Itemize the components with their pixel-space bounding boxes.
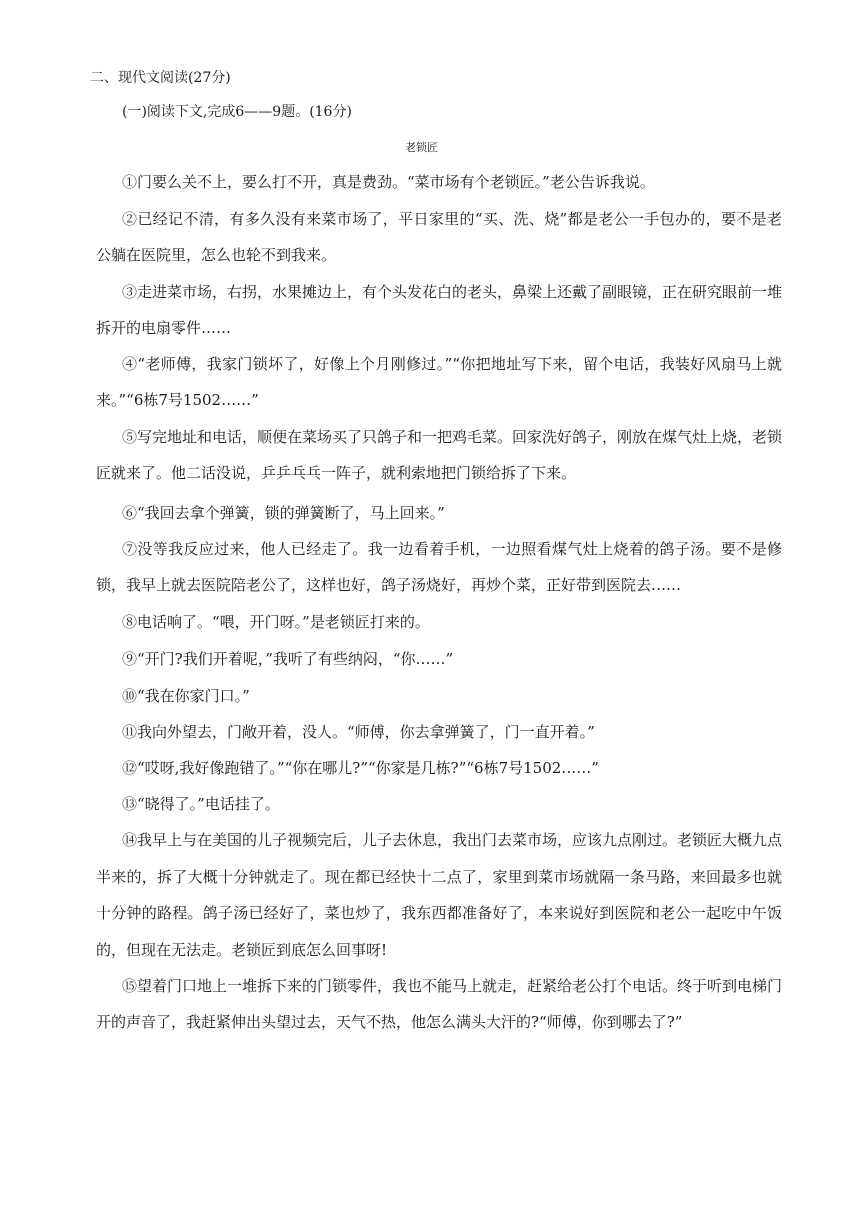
- paragraph-13: ⑬“晓得了。”电话挂了。: [122, 795, 280, 813]
- paragraph-9: ⑨“开门?我们开着呢，”我听了有些纳闷，“你……”: [122, 650, 454, 668]
- paragraph-1: ①门要么关不上，要么打不开，真是费劲。“菜市场有个老锁匠。”老公告诉我说。: [122, 173, 655, 191]
- paragraph-6: ⑥“我回去拿个弹簧，锁的弹簧断了，马上回来。”: [122, 504, 445, 522]
- paragraph-7: ⑦没等我反应过来，他人已经走了。我一边看着手机，一边照看煤气灶上烧着的鸽子汤。要不是修锁，我早上就去医院陪老公了，这样也好，鸽子汤烧好，再炒个菜，正好带到医院去……: [96, 540, 782, 594]
- paragraph-2: ②已经记不清，有多久没有来菜市场了，平日家里的“买、洗、烧”都是老公一手包办的，要不是老公躺在医院里，怎么也轮不到我来。: [96, 210, 782, 264]
- paragraph-4: ④“老师傅，我家门锁坏了，好像上个月刚修过。”“你把地址写下来，留个电话，我装好风扇马上就来。”“6栋7号1502……”: [96, 355, 782, 409]
- reading-instructions: (一)阅读下文,完成6——9题。(16分): [122, 104, 352, 120]
- paragraph-11: ⑪我向外望去，门敞开着，没人。“师傅，你去拿弹簧了，门一直开着。”: [122, 723, 595, 741]
- paragraph-3: ③走进菜市场，右拐，水果摊边上，有个头发花白的老头，鼻梁上还戴了副眼镜，正在研究眼前一堆拆开的电扇零件……: [96, 283, 783, 337]
- article-title: 老锁匠: [405, 141, 438, 154]
- paragraph-12: ⑫“哎呀,我好像跑错了。”“你在哪儿?”“你家是几栋?”“6栋7号1502……”: [122, 759, 599, 777]
- paragraph-5: ⑤写完地址和电话，顺便在菜场买了只鸽子和一把鸡毛菜。回家洗好鸽子，刚放在煤气灶上烧，老锁匠就来了。他二话没说，乒乒乓乓一阵子，就利索地把门锁给拆了下来。: [96, 428, 783, 482]
- paragraph-8: ⑧电话响了。“喂，开门呀。”是老锁匠打来的。: [122, 613, 430, 631]
- paragraph-10: ⑩“我在你家门口。”: [122, 687, 250, 705]
- section-heading: 二、现代文阅读(27分): [90, 70, 231, 86]
- paragraph-15: ⑮望着门口地上一堆拆下来的门锁零件，我也不能马上就走，赶紧给老公打个电话。终于听到电梯门开的声音了，我赶紧伸出头望过去，天气不热，他怎么满头大汗的?“师傅，你到哪去了?”: [96, 977, 783, 1031]
- paragraph-14: ⑭我早上与在美国的儿子视频完后，儿子去休息，我出门去菜市场，应该九点刚过。老锁匠大概九点半来的，拆了大概十分钟就走了。现在都已经快十二点了，家里到菜市场就隔一条马路，来回最多也就十分钟的路程。鸽子汤已经好了，菜也炒了，我东西都准备好了，本来说好到医院和老公一起吃中午饭的，但现在无法走。老锁匠到底怎么回事呀!: [96, 831, 783, 959]
